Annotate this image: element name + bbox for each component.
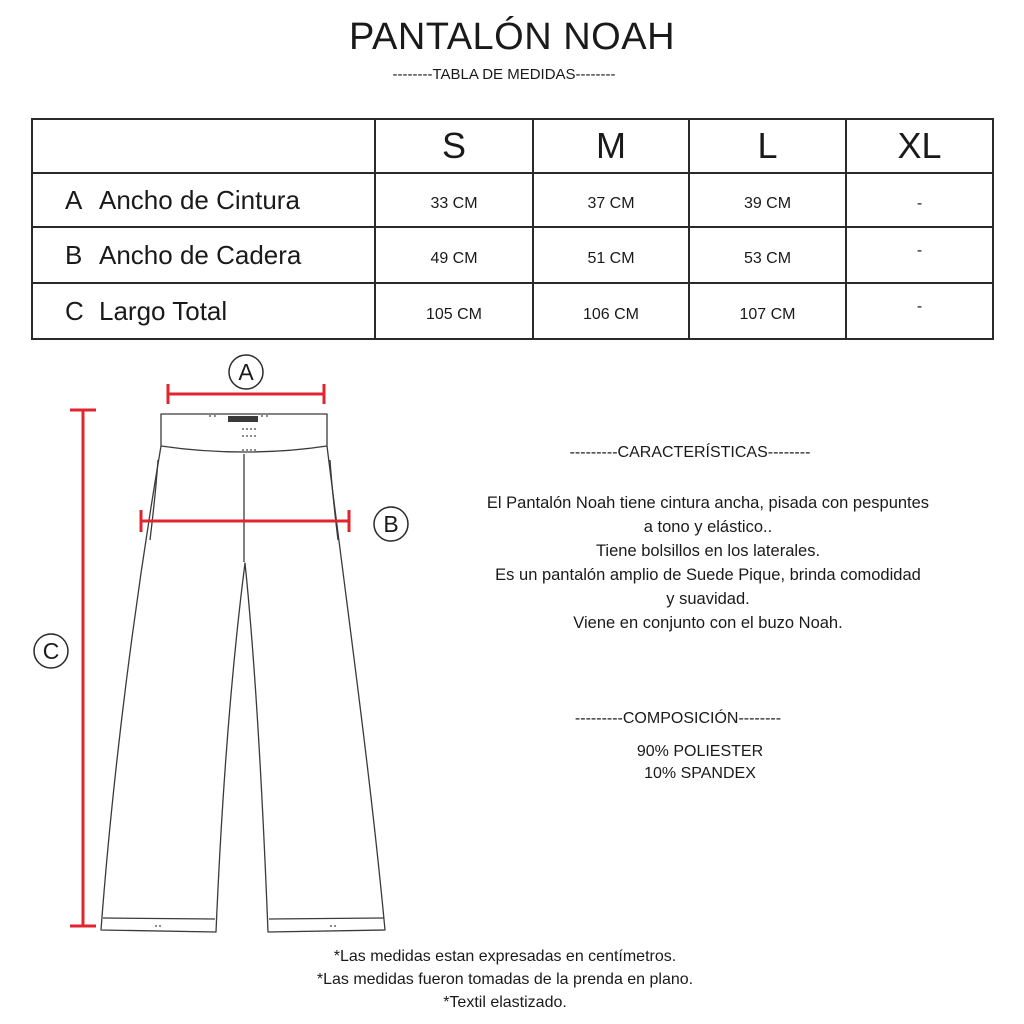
value-cell: 105 CM: [375, 283, 533, 339]
characteristics-heading: ---------CARACTERÍSTICAS--------: [569, 444, 811, 461]
size-header-s: S: [375, 119, 533, 173]
row-label-cintura: [32, 173, 375, 227]
value-cell: -: [846, 173, 993, 227]
left-pocket-line: [150, 460, 158, 540]
value-cell: 49 CM: [375, 227, 533, 283]
value-cell: 51 CM: [533, 227, 689, 283]
composition-line: 10% SPANDEX: [644, 765, 756, 782]
table-row: [32, 227, 993, 283]
header-empty-cell: [32, 119, 375, 173]
footnotes: [0, 945, 1010, 1014]
marker-a-label: A: [238, 359, 254, 385]
value-cell: 39 CM: [689, 173, 846, 227]
measure-b-line: [141, 510, 349, 532]
page-title: PANTALÓN NOAH: [348, 16, 676, 58]
characteristics-line: y suavidad.: [666, 590, 750, 608]
characteristics-line: Tiene bolsillos en los laterales.: [595, 542, 821, 560]
marker-b-label: B: [383, 511, 399, 537]
size-header-m: M: [533, 119, 689, 173]
marker-c-label: C: [42, 638, 60, 664]
value-cell: -: [846, 283, 993, 339]
waistband-line: [161, 446, 327, 452]
characteristics-line: a tono y elástico..: [643, 518, 773, 536]
row-label-text: Ancho de Cintura: [99, 184, 300, 215]
characteristics-line: Es un pantalón amplio de Suede Pique, brinda comodidad: [495, 566, 921, 584]
row-letter: A: [65, 184, 83, 215]
value-cell: 33 CM: [375, 173, 533, 227]
size-table: [31, 118, 994, 340]
measure-a-line: [168, 384, 324, 404]
right-hem-line: [269, 918, 384, 919]
composition-heading: ---------COMPOSICIÓN--------: [574, 710, 782, 727]
characteristics-line: El Pantalón Noah tiene cintura ancha, pisada con pespuntes: [486, 494, 930, 512]
value-cell: 37 CM: [533, 173, 689, 227]
table-row: [32, 283, 993, 339]
composition-line: 90% POLIESTER: [636, 743, 764, 760]
row-label-text: Largo Total: [99, 295, 228, 326]
footnote: *Las medidas fueron tomadas de la prenda en plano.: [316, 971, 694, 988]
value-cell: -: [846, 227, 993, 283]
page-subtitle: --------TABLA DE MEDIDAS--------: [392, 66, 616, 83]
table-row: [32, 173, 993, 227]
measure-c-line: [70, 410, 96, 926]
composition-text: [430, 741, 970, 785]
row-letter: C: [65, 295, 84, 326]
row-letter: B: [65, 239, 83, 270]
size-header-xl: XL: [846, 119, 993, 173]
characteristics-text: [430, 491, 986, 635]
value-cell: 106 CM: [533, 283, 689, 339]
size-table-header-row: [32, 119, 993, 173]
value-cell: 107 CM: [689, 283, 846, 339]
footnote: *Textil elastizado.: [443, 994, 567, 1011]
characteristics-line: Viene en conjunto con el buzo Noah.: [573, 614, 843, 632]
row-label-text: Ancho de Cadera: [99, 239, 302, 270]
brand-label: [228, 416, 258, 422]
left-hem-line: [103, 918, 215, 919]
size-header-l: L: [689, 119, 846, 173]
pants-outline: [101, 414, 385, 932]
row-label-largo: [32, 283, 375, 339]
pants-diagram: [0, 345, 420, 945]
footnote: *Las medidas estan expresadas en centímetros.: [333, 948, 677, 965]
measure-lines: [70, 384, 349, 926]
row-label-cadera: [32, 227, 375, 283]
value-cell: 53 CM: [689, 227, 846, 283]
right-pocket-line: [330, 460, 338, 540]
